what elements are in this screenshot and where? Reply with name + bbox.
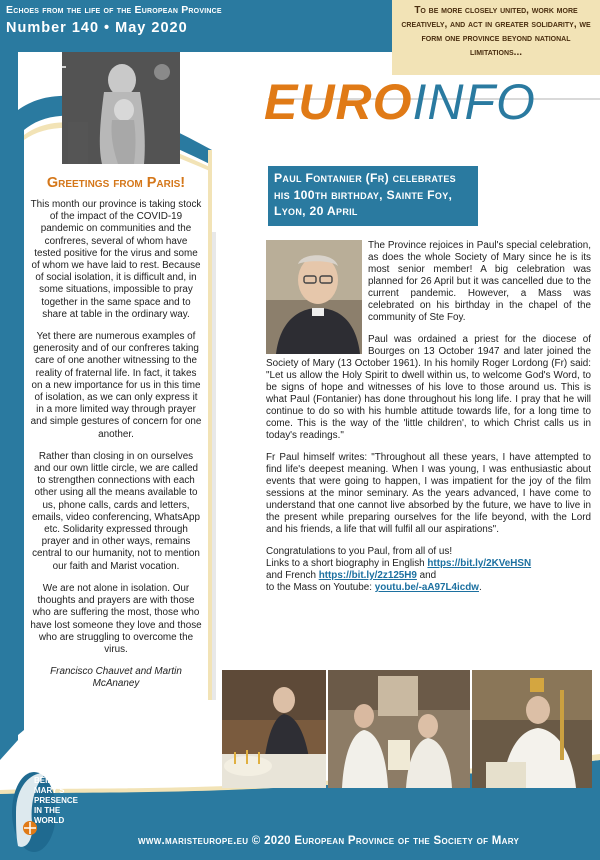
logo-line: PRESENCE — [34, 796, 79, 805]
biography-english-link[interactable]: https://bit.ly/2KVeHSN — [427, 558, 532, 569]
issue-number: Number 140 • May 2020 — [6, 20, 188, 36]
editorial-paragraph: This month our province is taking stock of the impact of the COVID-19 pandemic on communities and the confreres, several of whom have tested positive for the virus and some of whom we have laid to rest. Because of social isolation, it is difficult and, in some situations, impossible to pray together in the same space and to share at table in the ordinary way. — [30, 199, 202, 320]
mass-altar-photo — [328, 670, 470, 788]
portrait-photo — [266, 240, 362, 354]
logo-tagline — [34, 776, 78, 826]
logo-line: WORLD — [34, 816, 65, 825]
youtube-mass-link[interactable]: youtu.be/-aA97L4icdw — [374, 582, 479, 593]
article-congrats: Congratulations to you Paul, from all of us! — [266, 546, 453, 557]
logo-line: BEING — [34, 776, 60, 785]
birthday-cake-photo — [222, 670, 326, 788]
links-line-2 — [266, 570, 591, 582]
links-text: and — [416, 570, 437, 581]
article-paragraph: Paul was ordained a priest for the diocese of Bourges on 13 October 1947 and later joined the Society of Mary (13 October 1961). In his homily Roger Lordong (Fr) said: "Let us allow the Holy Spirit to dwell within us, to welcome God's Word, to be signs of hope and witnesses of his love to those around us. This is what Paul (Fontanier) has done throughout his long life. I pray that he will continue to do so with his humble attitude towards life, for a long time to come. This is the way of the 'little children', to which Christ calls us in today's readings." — [266, 334, 591, 441]
crosshair-icon — [42, 55, 66, 79]
header-kicker: Echoes from the life of the European Province — [6, 4, 222, 16]
links-text: to the Mass on Youtube: — [266, 582, 375, 593]
masthead-title — [264, 74, 536, 130]
article-title: Paul Fontanier (Fr) celebrates his 100th birthday, Sainte Foy, Lyon, 20 April — [274, 171, 456, 218]
masthead-info: INFO — [412, 74, 536, 130]
logo-line: MARY'S — [34, 786, 65, 795]
editorial-heading: Greetings from Paris! — [46, 175, 186, 191]
links-text: Links to a short biography in English — [266, 558, 428, 569]
motto-text: To be more closely united, work more creatively, and act in greater solidarity, we form one province beyond national limitations... — [401, 5, 591, 58]
editorial-paragraph: Rather than closing in on ourselves and our own little circle, we are called to strengthen connections with each other using all the means available to us, phone calls, cards and letters, emails, video conferencing, WhatsApp etc. Solidarity expressed through prayer and in other ways, remains central to our humanity, not to mention our faith and Marist vocation. — [32, 450, 200, 572]
editorial-signature: Francisco Chauvet and Martin McAnaney — [50, 666, 182, 690]
statue-photo — [62, 52, 180, 164]
photo-strip — [222, 670, 592, 790]
footer-text: www.maristeurope.eu © 2020 European Province of the Society of Mary — [138, 835, 520, 847]
links-line-1 — [266, 558, 591, 570]
editorial-column — [30, 175, 202, 701]
editorial-paragraph: Yet there are numerous examples of generosity and of our confreres taking care of one another witnessing to the reality of fraternal life. In fact, it takes on a new importance for us in this time of isolation, as we can only express it in a more limited way through prayer and simple gestures of concern for one another. — [30, 331, 202, 440]
mass-chalice-photo — [472, 670, 592, 788]
links-line-3 — [266, 582, 591, 594]
article-body — [266, 240, 591, 594]
article-paragraph: The Province rejoices in Paul's special celebration, as does the whole Society of Mary since he is its most senior member! A big celebration was planned for 26 April but it was cancelled due to the current pandemic. However, a Mass was celebrated on his birthday in the chapel of the community of Ste Foy. — [368, 240, 591, 323]
links-text: and French — [266, 570, 319, 581]
logo-line: IN THE — [34, 806, 61, 815]
article-paragraph: Fr Paul himself writes: "Throughout all these years, I have attempted to find life's deepest meaning. When I was young, I was enthusiastic about events that were going to happen, I was impatient for the joy of the film sessions at the minor seminary. As the years advanced, I have come to understand that one cannot live absorbed by the future, we have to live in the present while preparing ourselves for the life beyond, with the Lord and his friends, a life that will fulfil all our aspirations". — [266, 452, 591, 535]
biography-french-link[interactable]: https://bit.ly/2z125H9 — [318, 570, 417, 581]
links-text: . — [478, 582, 482, 593]
editorial-paragraph: We are not alone in isolation. Our thoughts and prayers are with those who are suffering the most, those who have lost someone they love and those who are struggling to overcome the virus. — [30, 582, 202, 655]
masthead-euro: EURO — [264, 74, 413, 130]
article-title-banner — [268, 166, 478, 226]
